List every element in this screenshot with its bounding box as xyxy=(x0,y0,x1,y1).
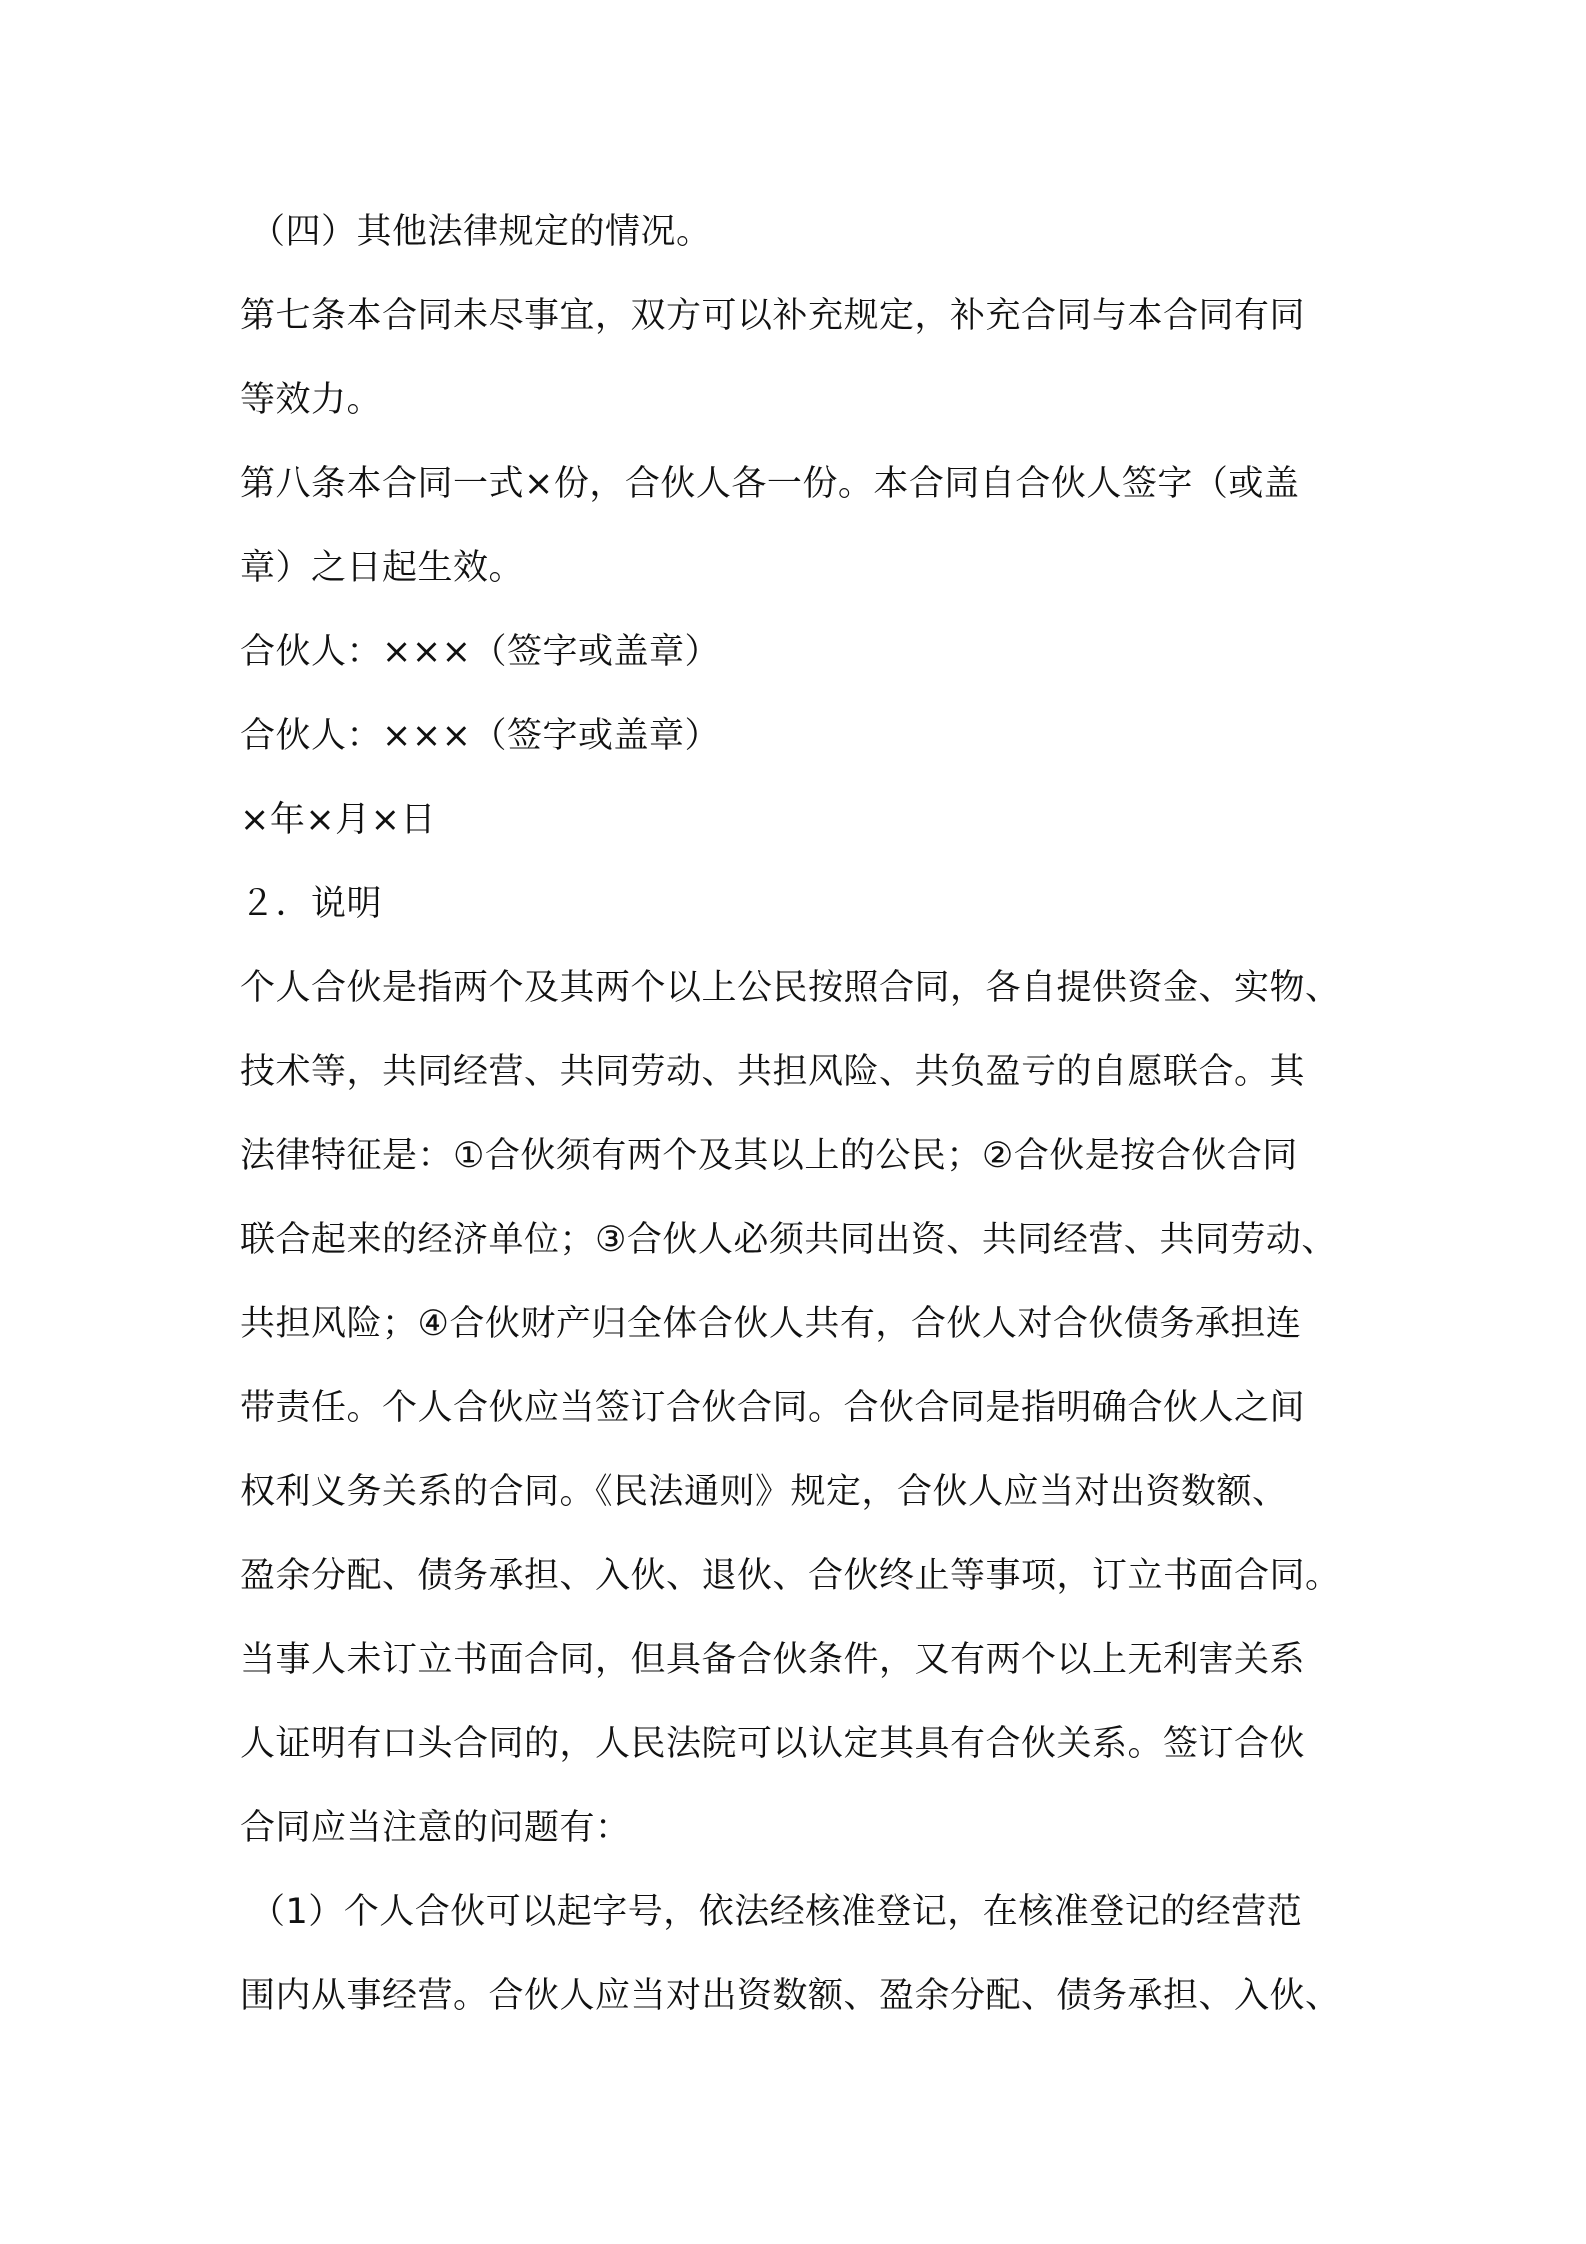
signature-date: ×年×月×日 xyxy=(240,800,436,840)
explanation-line-9: 当事人未订立书面合同，但具备合伙条件，又有两个以上无利害关系 xyxy=(240,1640,1306,1680)
explanation-line-6: 带责任。个人合伙应当签订合伙合同。合伙合同是指明确合伙人之间 xyxy=(240,1388,1306,1428)
explanation-line-4: 联合起来的经济单位；③合伙人必须共同出资、共同经营、共同劳动、 xyxy=(240,1220,1337,1260)
clause-item-4: （四）其他法律规定的情况。 xyxy=(250,212,712,252)
explanation-line-3: 法律特征是：①合伙须有两个及其以上的公民；②合伙是按合伙合同 xyxy=(240,1136,1298,1176)
document-body xyxy=(240,190,1360,2038)
explanation-line-2: 技术等，共同经营、共同劳动、共担风险、共负盈亏的自愿联合。其 xyxy=(240,1052,1306,1092)
article-7-line-2: 等效力。 xyxy=(240,380,383,420)
signature-partner-2: 合伙人：×××（签字或盖章） xyxy=(240,716,720,756)
article-8-line-2: 章）之日起生效。 xyxy=(240,548,525,588)
explanation-line-7: 权利义务关系的合同。《民法通则》规定，合伙人应当对出资数额、 xyxy=(240,1472,1288,1512)
note-item-1-line-2: 围内从事经营。合伙人应当对出资数额、盈余分配、债务承担、入伙、 xyxy=(240,1976,1341,2016)
explanation-line-8: 盈余分配、债务承担、入伙、退伙、合伙终止等事项，订立书面合同。 xyxy=(240,1556,1341,1596)
explanation-line-5: 共担风险；④合伙财产归全体合伙人共有，合伙人对合伙债务承担连 xyxy=(240,1304,1302,1344)
article-7-line-1: 第七条本合同未尽事宜，双方可以补充规定，补充合同与本合同有同 xyxy=(240,296,1306,336)
note-item-1-line-1: （1）个人合伙可以起字号，依法经核准登记，在核准登记的经营范 xyxy=(250,1892,1303,1932)
explanation-line-10: 人证明有口头合同的，人民法院可以认定其具有合伙关系。签订合伙 xyxy=(240,1724,1306,1764)
explanation-line-11: 合同应当注意的问题有： xyxy=(240,1808,631,1848)
article-8-line-1: 第八条本合同一式×份，合伙人各一份。本合同自合伙人签字（或盖 xyxy=(240,464,1300,504)
explanation-line-1: 个人合伙是指两个及其两个以上公民按照合同，各自提供资金、实物、 xyxy=(240,968,1341,1008)
signature-partner-1: 合伙人：×××（签字或盖章） xyxy=(240,632,720,672)
section-heading-explanation: ２．说明 xyxy=(240,884,383,924)
